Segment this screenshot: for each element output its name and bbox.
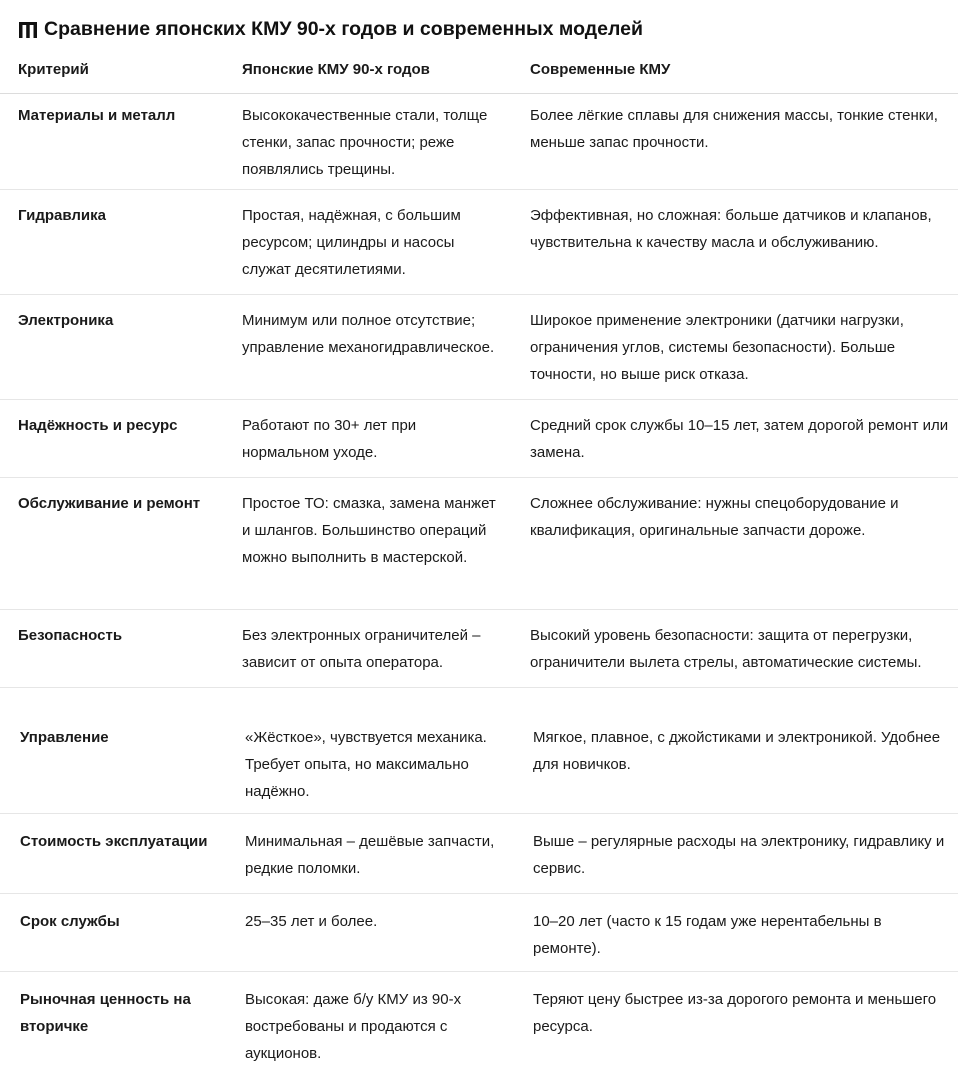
row-criterion: Надёжность и ресурс xyxy=(18,417,178,434)
page-title-bar xyxy=(18,18,643,41)
table-row xyxy=(0,610,958,688)
table-row xyxy=(0,295,958,400)
row-modern: 10–20 лет (часто к 15 годам уже нерентабельны в ремонте). xyxy=(533,913,882,957)
header-criterion: Критерий xyxy=(18,61,89,78)
row-criterion: Обслуживание и ремонт xyxy=(18,495,201,512)
row-criterion: Материалы и металл xyxy=(18,107,176,124)
row-japanese: Высокая: даже б/у КМУ из 90-х востребованы и продаются с аукционов. xyxy=(245,991,462,1062)
header-japanese: Японские КМУ 90-х годов xyxy=(242,61,430,78)
table-row xyxy=(0,710,958,814)
row-japanese: 25–35 лет и более. xyxy=(245,913,378,930)
row-japanese: Без электронных ограничителей – зависит от опыта оператора. xyxy=(242,627,481,671)
row-modern: Высокий уровень безопасности: защита от перегрузки, ограничители вылета стрелы, автоматические системы. xyxy=(530,627,922,671)
row-criterion: Электроника xyxy=(18,312,114,329)
row-japanese: «Жёсткое», чувствуется механика. Требует опыта, но максимально надёжно. xyxy=(245,729,487,800)
row-modern: Выше – регулярные расходы на электронику, гидравлику и сервис. xyxy=(533,833,945,877)
row-criterion: Гидравлика xyxy=(18,207,107,224)
row-japanese: Простое ТО: смазка, замена манжет и шлангов. Большинство операций можно выполнить в мастерской. xyxy=(242,495,496,566)
table-row xyxy=(0,190,958,295)
row-criterion: Управление xyxy=(20,729,109,746)
row-modern: Широкое применение электроники (датчики нагрузки, ограничения углов, системы безопасности). Больше точности, но выше риск отказа. xyxy=(530,312,904,383)
comparison-table xyxy=(0,52,958,688)
table-row xyxy=(0,478,958,610)
table-row xyxy=(0,400,958,478)
row-modern: Сложнее обслуживание: нужны спецоборудование и квалификация, оригинальные запчасти дороже. xyxy=(530,495,899,539)
header-modern: Современные КМУ xyxy=(530,61,671,78)
table-icon xyxy=(18,20,38,40)
row-modern: Мягкое, плавное, с джойстиками и электроникой. Удобнее для новичков. xyxy=(533,729,941,773)
row-criterion: Безопасность xyxy=(18,627,123,644)
row-modern: Средний срок службы 10–15 лет, затем дорогой ремонт или замена. xyxy=(530,417,949,461)
row-japanese: Работают по 30+ лет при нормальном уходе. xyxy=(242,417,417,461)
row-japanese: Минимум или полное отсутствие; управление механогидравлическое. xyxy=(242,312,495,356)
row-japanese: Высококачественные стали, толще стенки, запас прочности; реже появлялись трещины. xyxy=(242,107,488,178)
row-criterion: Стоимость эксплуатации xyxy=(20,833,208,850)
table-header-row xyxy=(0,52,958,94)
table-row xyxy=(0,972,958,1082)
row-japanese: Простая, надёжная, с большим ресурсом; цилиндры и насосы служат десятилетиями. xyxy=(242,207,461,278)
table-row xyxy=(0,814,958,894)
row-modern: Теряют цену быстрее из-за дорогого ремонта и меньшего ресурса. xyxy=(533,991,937,1035)
row-modern: Эффективная, но сложная: больше датчиков и клапанов, чувствительна к качеству масла и обслуживанию. xyxy=(530,207,932,251)
row-criterion: Рыночная ценность на вторичке xyxy=(20,991,191,1035)
row-modern: Более лёгкие сплавы для снижения массы, тонкие стенки, меньше запас прочности. xyxy=(530,107,938,151)
page-title: Сравнение японских КМУ 90-х годов и современных моделей xyxy=(44,18,643,40)
table-row xyxy=(0,894,958,972)
table-row xyxy=(0,94,958,190)
row-japanese: Минимальная – дешёвые запчасти, редкие поломки. xyxy=(245,833,495,877)
row-criterion: Срок службы xyxy=(20,913,120,930)
comparison-table-continued xyxy=(0,710,958,1082)
